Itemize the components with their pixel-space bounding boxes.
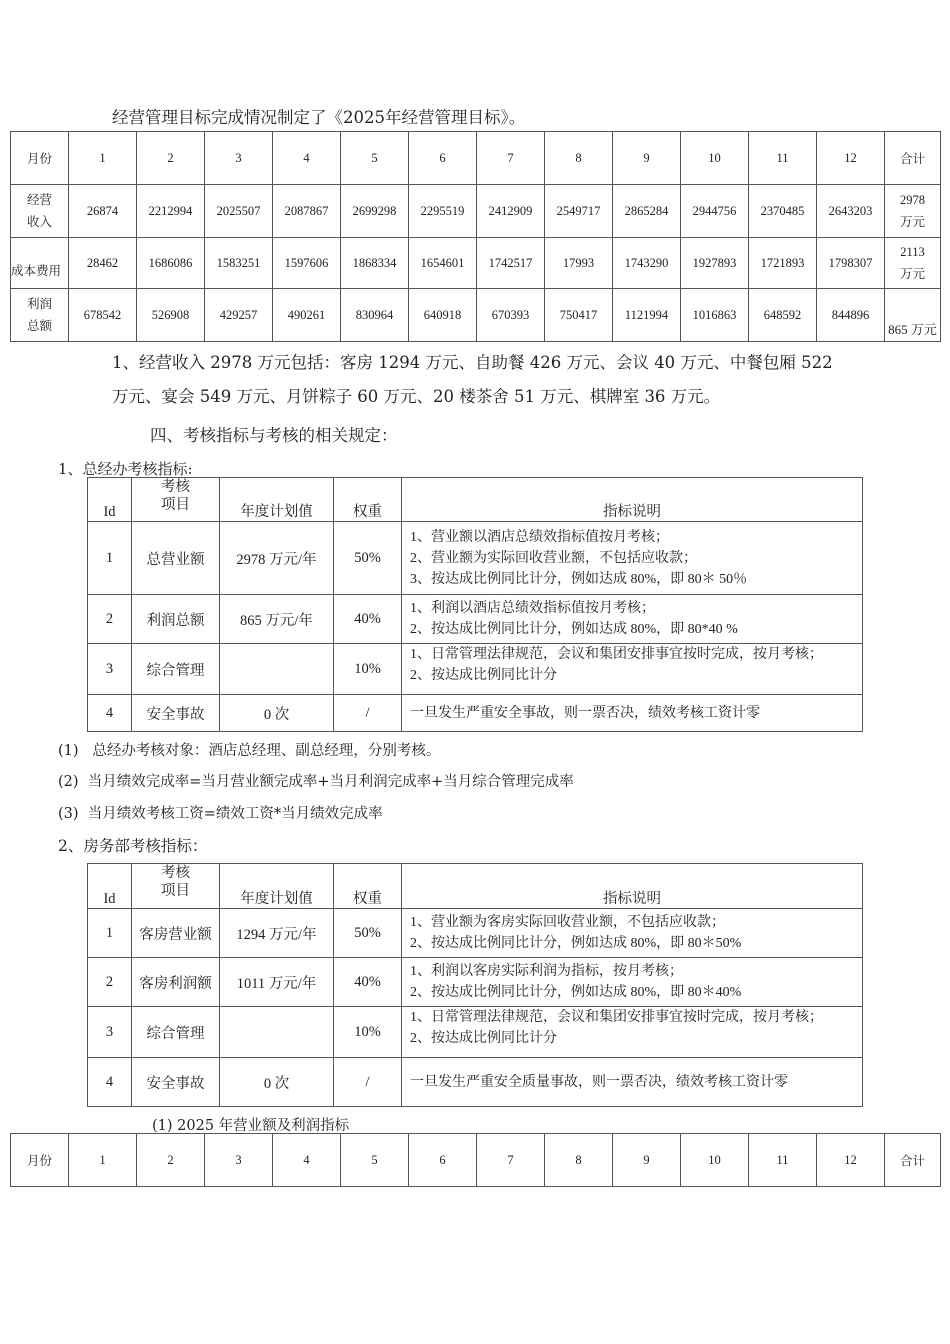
kpi-item: 安全事故 — [132, 1058, 220, 1107]
header-cell: 9 — [613, 1134, 681, 1187]
header-cell: 7 — [477, 1134, 545, 1187]
header-cell: 8 — [545, 1134, 613, 1187]
kpi-plan — [220, 1007, 334, 1058]
monthly-row-profit — [11, 289, 941, 342]
intro-line: 经营管理目标完成情况制定了《2025年经营管理目标》。 — [112, 108, 526, 127]
header-cell: 10 — [681, 132, 749, 185]
header-cell: 11 — [749, 1134, 817, 1187]
value-cell: 2295519 — [409, 185, 477, 238]
kpi-desc — [402, 644, 863, 695]
header-cell: 7 — [477, 132, 545, 185]
header-cell: 5 — [341, 132, 409, 185]
kpi-desc-line: 一旦发生严重安全事故，则一票否决，绩效考核工资计零 — [410, 705, 760, 721]
value-cell: 2370485 — [749, 185, 817, 238]
kpi-row — [88, 595, 863, 644]
value-cell: 2643203 — [817, 185, 885, 238]
kpi-id: 1 — [88, 522, 132, 595]
kpi-header-row — [88, 478, 863, 522]
rooms-kpi-title: 2、房务部考核指标： — [58, 837, 208, 855]
row-label-line: 经营 — [26, 193, 52, 207]
header-cell: 2 — [137, 132, 205, 185]
value-cell: 490261 — [273, 289, 341, 342]
item-header-line: 项目 — [161, 497, 190, 513]
header-cell: 3 — [205, 132, 273, 185]
kpi-row — [88, 644, 863, 695]
kpi-item: 利润总额 — [132, 595, 220, 644]
monthly-row-income — [11, 185, 941, 238]
row-label-line: 成本费用 — [11, 264, 62, 278]
kpi-row — [88, 1007, 863, 1058]
income-note-line-1: 1、经营收入 2978 万元包括：客房 1294 万元、自助餐 426 万元、会议 40 万元、中餐包厢 522 — [112, 353, 833, 372]
value-cell: 1742517 — [477, 238, 545, 289]
value-cell: 1121994 — [613, 289, 681, 342]
monthly-row-cost — [11, 238, 941, 289]
kpi-id: 3 — [88, 1007, 132, 1058]
value-cell: 1743290 — [613, 238, 681, 289]
kpi-desc-line: 1、利润以客房实际利润为指标，按月考核； — [410, 964, 683, 979]
kpi-desc-line: 一旦发生严重安全质量事故，则一票否决，绩效考核工资计零 — [410, 1074, 788, 1090]
row-label-line: 总额 — [26, 319, 52, 333]
kpi-plan — [220, 644, 334, 695]
kpi-plan: 0 次 — [220, 695, 334, 732]
kpi-desc — [402, 1007, 863, 1058]
value-cell: 750417 — [545, 289, 613, 342]
header-cell: 1 — [69, 132, 137, 185]
item-header-line: 考核 — [161, 479, 190, 495]
value-cell: 26874 — [69, 185, 137, 238]
value-cell: 1016863 — [681, 289, 749, 342]
value-cell: 1927893 — [681, 238, 749, 289]
header-cell: 4 — [273, 132, 341, 185]
header-cell: 10 — [681, 1134, 749, 1187]
kpi-desc-line: 1、营业额为客房实际回收营业额，不包括应收款； — [410, 915, 725, 930]
value-cell: 429257 — [205, 289, 273, 342]
kpi-row — [88, 909, 863, 958]
kpi-id: 2 — [88, 595, 132, 644]
header-cell: 月份 — [11, 1134, 69, 1187]
bottom-header-row — [11, 1134, 941, 1187]
kpi-desc-line: 2、按达成比例同比计分 — [410, 668, 557, 683]
kpi-plan: 1294 万元/年 — [220, 909, 334, 958]
value-cell: 648592 — [749, 289, 817, 342]
kpi-desc — [402, 1058, 863, 1107]
row-label — [11, 185, 69, 238]
kpi-weight: 50% — [334, 909, 402, 958]
monthly-header-row — [11, 132, 941, 185]
kpi-weight: 50% — [334, 522, 402, 595]
header-cell: 3 — [205, 1134, 273, 1187]
id-header: Id — [88, 864, 132, 909]
kpi-weight: / — [334, 695, 402, 732]
kpi-plan: 0 次 — [220, 1058, 334, 1107]
kpi-id: 4 — [88, 1058, 132, 1107]
item-header-line: 考核 — [161, 865, 190, 881]
kpi-desc-line: 1、日常管理法律规范，会议和集团安排事宜按时完成，按月考核； — [410, 647, 823, 662]
item-header — [132, 478, 220, 522]
plan-header: 年度计划值 — [220, 478, 334, 522]
kpi-desc-line: 1、营业额以酒店总绩效指标值按月考核； — [410, 529, 669, 545]
header-cell: 8 — [545, 132, 613, 185]
value-cell: 526908 — [137, 289, 205, 342]
value-cell: 2699298 — [341, 185, 409, 238]
kpi-desc-line: 1、利润以酒店总绩效指标值按月考核； — [410, 601, 655, 616]
value-cell: 678542 — [69, 289, 137, 342]
header-cell: 12 — [817, 1134, 885, 1187]
total-line: 万元 — [899, 267, 925, 281]
item-header-line: 项目 — [161, 883, 190, 899]
row-label-line: 收入 — [26, 215, 52, 229]
kpi-row — [88, 958, 863, 1007]
kpi-row — [88, 522, 863, 595]
kpi-desc — [402, 695, 863, 732]
kpi-desc-line: 2、营业额为实际回收营业额，不包括应收款； — [410, 550, 697, 566]
header-cell: 5 — [341, 1134, 409, 1187]
bottom-caption: (1) 2025 年营业额及利润指标 — [152, 1118, 350, 1134]
gm-kpi-table — [87, 477, 863, 732]
header-cell: 11 — [749, 132, 817, 185]
value-cell: 2212994 — [137, 185, 205, 238]
rooms-kpi-table — [87, 863, 863, 1107]
monthly-table — [10, 131, 941, 342]
header-cell: 9 — [613, 132, 681, 185]
header-cell: 12 — [817, 132, 885, 185]
kpi-id: 2 — [88, 958, 132, 1007]
kpi-id: 3 — [88, 644, 132, 695]
value-cell: 2025507 — [205, 185, 273, 238]
kpi-desc — [402, 522, 863, 595]
id-header: Id — [88, 478, 132, 522]
kpi-item: 综合管理 — [132, 1007, 220, 1058]
value-cell: 2412909 — [477, 185, 545, 238]
value-cell: 1583251 — [205, 238, 273, 289]
header-cell: 合计 — [885, 132, 941, 185]
kpi-header-row — [88, 864, 863, 909]
kpi-weight: 40% — [334, 595, 402, 644]
desc-header: 指标说明 — [402, 478, 863, 522]
header-cell: 2 — [137, 1134, 205, 1187]
weight-header: 权重 — [334, 864, 402, 909]
kpi-desc-line: 2、按达成比例同比计分 — [410, 1031, 557, 1046]
value-cell: 1798307 — [817, 238, 885, 289]
row-label — [11, 238, 69, 289]
total-line: 万元 — [899, 215, 925, 229]
kpi-id: 4 — [88, 695, 132, 732]
value-cell: 2865284 — [613, 185, 681, 238]
section-4-heading: 四、考核指标与考核的相关规定： — [150, 426, 398, 445]
row-label-line: 利润 — [26, 297, 52, 311]
kpi-item: 客房营业额 — [132, 909, 220, 958]
value-cell: 640918 — [409, 289, 477, 342]
value-cell: 1686086 — [137, 238, 205, 289]
row-label — [11, 289, 69, 342]
value-cell: 670393 — [477, 289, 545, 342]
value-cell: 1868334 — [341, 238, 409, 289]
total-line: 2978 — [900, 193, 925, 207]
value-cell: 1654601 — [409, 238, 477, 289]
header-cell: 合计 — [885, 1134, 941, 1187]
kpi-desc-line: 2、按达成比例同比计分，例如达成 80%，即 80＊40% — [410, 985, 742, 1000]
value-cell: 1721893 — [749, 238, 817, 289]
total-cell — [885, 289, 941, 342]
kpi-item: 总营业额 — [132, 522, 220, 595]
kpi-plan: 2978 万元/年 — [220, 522, 334, 595]
kpi-plan: 865 万元/年 — [220, 595, 334, 644]
kpi-desc-line: 1、日常管理法律规范，会议和集团安排事宜按时完成，按月考核； — [410, 1010, 823, 1025]
kpi-weight: 10% — [334, 1007, 402, 1058]
kpi-id: 1 — [88, 909, 132, 958]
header-cell: 6 — [409, 1134, 477, 1187]
gm-kpi-title: 1、总经办考核指标: — [58, 460, 193, 478]
kpi-weight: 10% — [334, 644, 402, 695]
plan-header: 年度计划值 — [220, 864, 334, 909]
header-cell: 月份 — [11, 132, 69, 185]
value-cell: 17993 — [545, 238, 613, 289]
value-cell: 2944756 — [681, 185, 749, 238]
kpi-desc — [402, 595, 863, 644]
kpi-desc-line: 2、按达成比例同比计分，例如达成 80%，即 80*40 % — [410, 622, 738, 637]
kpi-item: 客房利润额 — [132, 958, 220, 1007]
kpi-desc — [402, 909, 863, 958]
total-cell — [885, 238, 941, 289]
item-header — [132, 864, 220, 909]
kpi-desc-line: 2、按达成比例同比计分，例如达成 80%，即 80＊50% — [410, 936, 742, 951]
value-cell: 2549717 — [545, 185, 613, 238]
value-cell: 28462 — [69, 238, 137, 289]
note-3: (3) 当月绩效考核工资=绩效工资*当月绩效完成率 — [58, 806, 383, 822]
total-line: 865 万元 — [888, 322, 937, 337]
value-cell: 2087867 — [273, 185, 341, 238]
kpi-weight: / — [334, 1058, 402, 1107]
value-cell: 844896 — [817, 289, 885, 342]
kpi-desc — [402, 958, 863, 1007]
kpi-item: 安全事故 — [132, 695, 220, 732]
income-note-line-2: 万元、宴会 549 万元、月饼粽子 60 万元、20 楼茶舍 51 万元、棋牌室 36 万元。 — [112, 387, 721, 406]
weight-header: 权重 — [334, 478, 402, 522]
header-cell: 6 — [409, 132, 477, 185]
kpi-item: 综合管理 — [132, 644, 220, 695]
kpi-row — [88, 1058, 863, 1107]
total-line: 2113 — [900, 245, 925, 259]
value-cell: 830964 — [341, 289, 409, 342]
kpi-weight: 40% — [334, 958, 402, 1007]
header-cell: 4 — [273, 1134, 341, 1187]
bottom-monthly-table — [10, 1133, 941, 1187]
value-cell: 1597606 — [273, 238, 341, 289]
note-1: (1) 总经办考核对象：酒店总经理、副总经理，分别考核。 — [58, 743, 441, 759]
note-2: (2) 当月绩效完成率=当月营业额完成率+当月利润完成率+当月综合管理完成率 — [58, 774, 574, 790]
kpi-plan: 1011 万元/年 — [220, 958, 334, 1007]
desc-header: 指标说明 — [402, 864, 863, 909]
kpi-desc-line: 3、按达成比例同比计分，例如达成 80%，即 80＊ 50％ — [410, 571, 748, 587]
header-cell: 1 — [69, 1134, 137, 1187]
kpi-row — [88, 695, 863, 732]
total-cell — [885, 185, 941, 238]
